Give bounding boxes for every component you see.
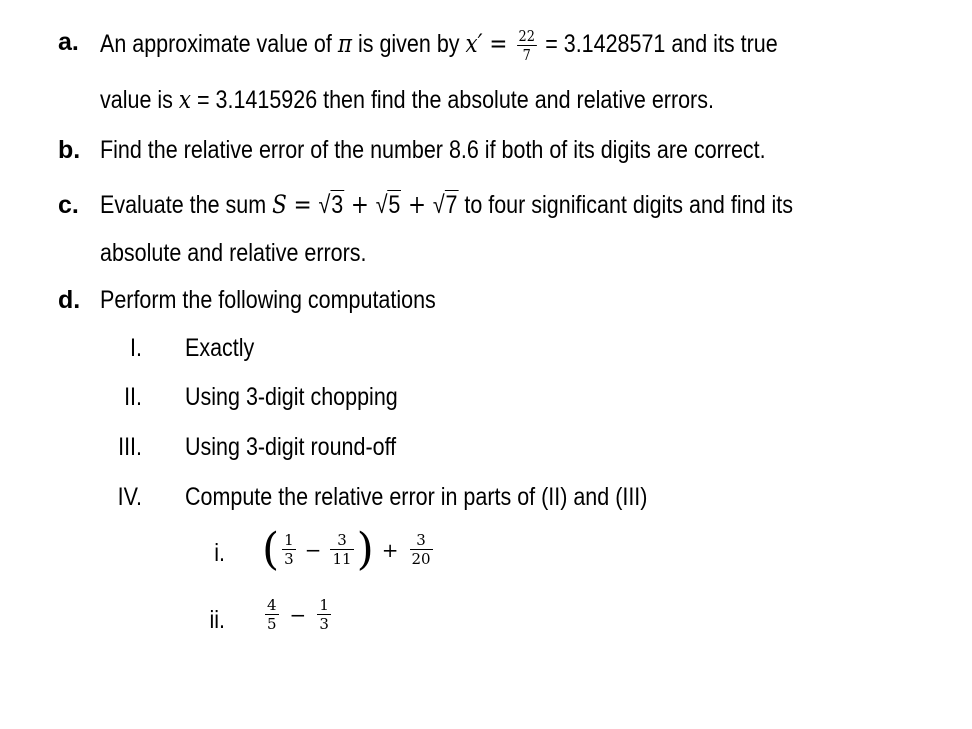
step-number: II. (124, 383, 142, 411)
item-d-label: d. (58, 286, 81, 314)
item-b-label: b. (58, 136, 81, 164)
denominator: 5 (267, 615, 277, 633)
minus: − (304, 537, 322, 562)
numerator: 3 (410, 531, 433, 550)
text: = 3.1415926 then find the absolute and relative errors. (191, 86, 714, 114)
text: to four significant digits and find its (458, 191, 794, 219)
numerator: 1 (319, 596, 329, 614)
plus: + (401, 190, 433, 219)
step-text: Compute the relative error in parts of (II) and (III) (185, 483, 648, 511)
expression-i (262, 524, 436, 575)
right-paren: ) (356, 524, 374, 575)
radicand: 5 (388, 191, 401, 219)
item-c-line2: absolute and relative errors. (100, 239, 367, 267)
step-text: Exactly (185, 334, 255, 362)
denominator: 7 (522, 46, 531, 64)
step-number: IV. (117, 483, 142, 511)
text: Evaluate the sum (100, 191, 273, 219)
item-d-text: Perform the following computations (100, 286, 436, 314)
x-symbol: x (178, 85, 192, 114)
text: value is (100, 86, 179, 114)
numerator: 3 (330, 531, 353, 550)
radicand: 3 (331, 191, 344, 219)
numerator: 4 (267, 596, 277, 614)
item-a-line2 (100, 85, 714, 115)
s-symbol: S (272, 190, 287, 219)
fraction (410, 531, 433, 568)
text: An approximate value of (100, 30, 338, 59)
step-number: III. (118, 433, 142, 461)
radicand: 7 (445, 191, 458, 219)
sqrt-3: √3 (318, 191, 344, 219)
denominator: 20 (411, 550, 431, 568)
denominator: 3 (319, 615, 329, 633)
fraction-22-7 (517, 27, 537, 64)
step-text: Using 3-digit chopping (185, 383, 398, 411)
equals: = (286, 190, 319, 219)
fraction (265, 596, 279, 633)
item-c-label: c. (58, 191, 79, 219)
text: = 3.1428571 and its true (539, 30, 778, 59)
fraction (282, 531, 296, 568)
item-a-line1 (100, 27, 778, 64)
sub-number: i. (214, 539, 225, 567)
left-paren: ( (262, 524, 280, 575)
minus: − (289, 602, 307, 627)
plus: + (344, 190, 376, 219)
step-text: Using 3-digit round-off (185, 433, 397, 461)
step-number: I. (130, 334, 142, 362)
numerator: 1 (284, 531, 294, 549)
sqrt-5: √5 (375, 191, 401, 219)
denominator: 11 (332, 550, 352, 568)
numerator: 22 (518, 27, 535, 45)
item-c-line1 (100, 190, 793, 220)
fraction (317, 596, 331, 633)
equals: = (482, 29, 515, 59)
sub-number: ii. (209, 606, 225, 634)
expression-ii (262, 596, 334, 633)
pi-symbol: π (337, 29, 352, 59)
sqrt-7: √7 (432, 191, 458, 219)
denominator: 3 (284, 550, 294, 568)
x-prime: x′ (465, 29, 483, 59)
item-b-text: Find the relative error of the number 8.6 if both of its digits are correct. (100, 136, 766, 164)
fraction (330, 531, 353, 568)
text: is given by (351, 30, 466, 59)
plus: + (381, 537, 399, 562)
item-a-label: a. (58, 28, 79, 56)
